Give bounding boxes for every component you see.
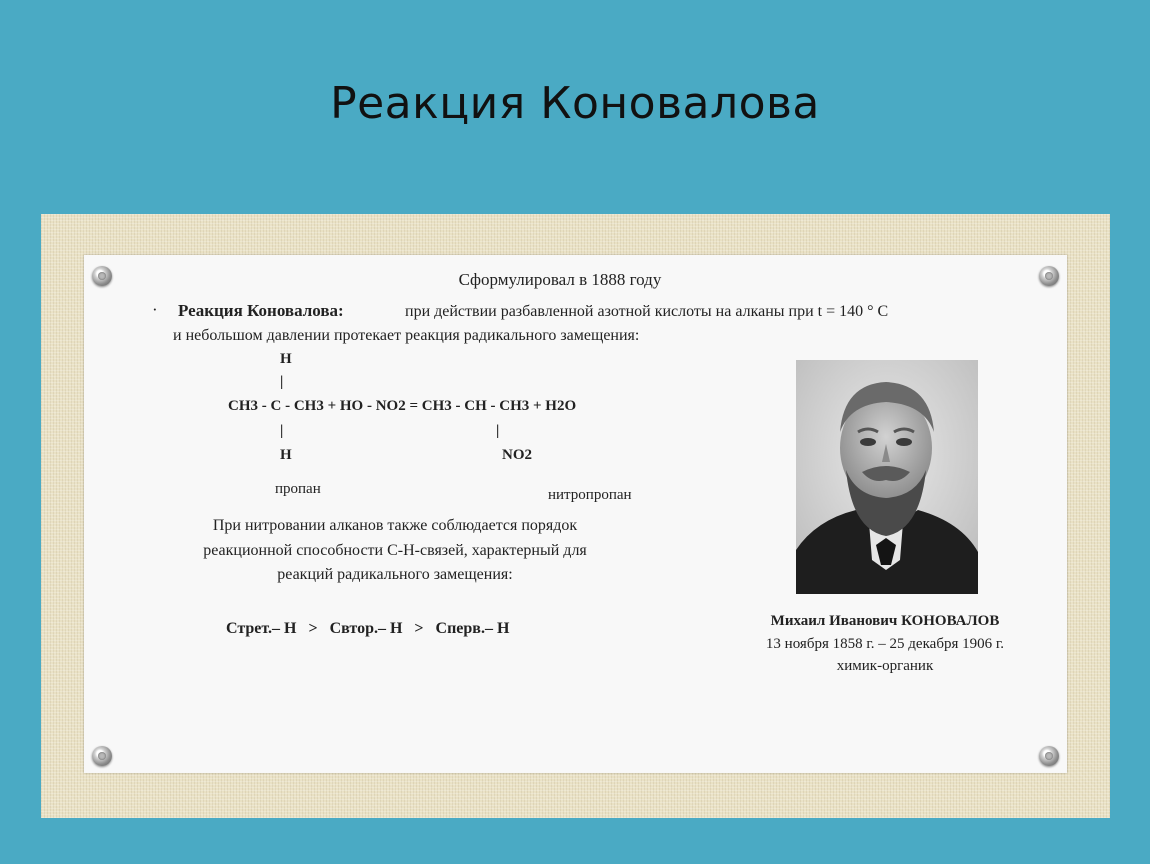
reaction-name: Реакция Коновалова:: [178, 301, 344, 320]
equation-no2: NO2: [502, 447, 532, 463]
order-text-line1: При нитровании алканов также соблюдается порядок: [212, 517, 578, 534]
equation-bond-top: |: [280, 374, 284, 390]
label-propane: пропан: [275, 481, 321, 497]
pin-bottom-right-icon: [1039, 746, 1059, 766]
formulated-year: Сформулировал в 1888 году: [458, 270, 662, 289]
label-nitropropane: нитропропан: [548, 487, 632, 503]
person-name: Михаил Иванович КОНОВАЛОВ: [770, 613, 1000, 629]
reaction-description-line2: и небольшом давлении протекает реакция радикального замещения:: [173, 327, 640, 344]
equation-bond-no2: |: [496, 423, 500, 439]
pin-bottom-left-icon: [92, 746, 112, 766]
portrait-image: [796, 360, 978, 594]
order-text-line3: реакций радикального замещения:: [277, 566, 513, 583]
equation-top-h: H: [280, 351, 292, 367]
portrait-photo: [796, 360, 978, 594]
equation-bond-bottom: |: [280, 423, 284, 439]
person-dates: 13 ноября 1858 г. – 25 декабря 1906 г.: [765, 636, 1005, 652]
reaction-description-line1: при действии разбавленной азотной кислоты на алканы при t = 140 ° С: [405, 303, 889, 320]
reactivity-series: Стрет.– Н > Свтор.– Н > Сперв.– Н: [226, 620, 510, 637]
bullet: ·: [152, 300, 158, 319]
order-text-line2: реакционной способности С-Н-связей, характерный для: [203, 542, 587, 559]
equation-bottom-h: H: [280, 447, 292, 463]
person-role: химик-органик: [836, 658, 934, 674]
equation-main: CH3 - C - CH3 + HO - NO2 = CH3 - CH - CH3 + H2O: [228, 398, 577, 414]
slide-title: Реакция Коновалова: [330, 78, 820, 129]
